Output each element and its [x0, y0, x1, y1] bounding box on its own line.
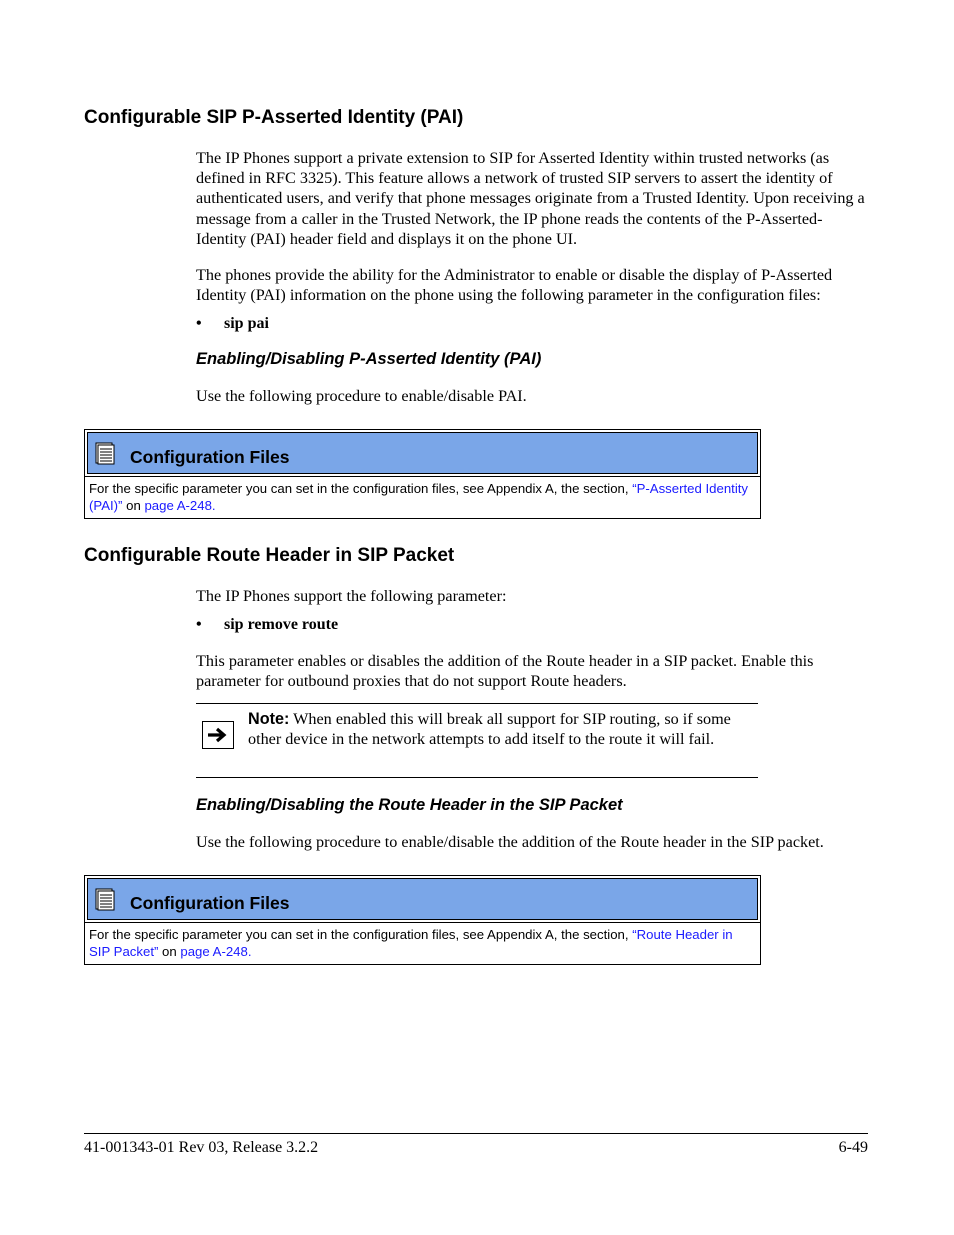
config-files-box-pai	[84, 429, 761, 519]
right-arrow-icon	[202, 721, 234, 749]
pai-paragraph-2: The phones provide the ability for the Administrator to enable or disable the display of P-Asserted Identity (PAI) information on the phone using the following parameter in the configuration files:	[196, 266, 833, 305]
config-files-body: For the specific parameter you can set in the configuration files, see Appendix A, the section, “Route Header in SIP Packet” on page A-248.	[85, 922, 760, 964]
config-files-header	[87, 432, 758, 474]
footer-doc-id: 41-001343-01 Rev 03, Release 3.2.2	[84, 1139, 319, 1156]
bullet-sip-pai: • sip pai	[196, 315, 269, 332]
pai-paragraph-1: The IP Phones support a private extension to SIP for Asserted Identity within trusted networks (as defined in RFC 3325). This feature allows a network of trusted SIP servers to assert the identity of authenticated users, and verify that phone messages originate from a Trusted Identity. Upon receiving a message from a caller in the Trusted Network, the IP phone reads the contents of the P-Asserted-Identity (PAI) header field and displays it on the phone UI.	[196, 149, 865, 248]
config-files-header	[87, 878, 758, 920]
route-paragraph-1: The IP Phones support the following parameter:	[196, 587, 507, 605]
link-route-header-section[interactable]: “Route Header in SIP Packet”	[89, 927, 733, 959]
bullet-sip-remove-route: • sip remove route	[196, 616, 339, 633]
config-files-title: Configuration Files	[130, 893, 290, 913]
config-files-body: For the specific parameter you can set in the configuration files, see Appendix A, the section, “P-Asserted Identity (PAI)” on page A-248.	[85, 476, 760, 518]
subheading-enable-pai: Enabling/Disabling P-Asserted Identity (PAI)	[196, 350, 542, 368]
link-page-a248[interactable]: page A-248	[144, 498, 212, 513]
pai-procedure: Use the following procedure to enable/disable PAI.	[196, 387, 527, 405]
config-files-title: Configuration Files	[130, 447, 290, 467]
document-notes-icon	[95, 888, 115, 911]
section-heading-route: Configurable Route Header in SIP Packet	[84, 545, 455, 566]
route-procedure: Use the following procedure to enable/disable the addition of the Route header in the SIP packet.	[196, 833, 824, 851]
route-paragraph-2: This parameter enables or disables the addition of the Route header in a SIP packet. Enable this parameter for outbound proxies that do not support Route headers.	[196, 652, 814, 691]
note-text: Note: When enabled this will break all support for SIP routing, so if some other device in the network attempts to add itself to the route it will fail.	[248, 710, 731, 749]
note-label: Note:	[248, 710, 290, 728]
bullet-label: sip remove route	[224, 616, 339, 633]
subheading-enable-route: Enabling/Disabling the Route Header in the SIP Packet	[196, 796, 623, 814]
section-heading-pai: Configurable SIP P-Asserted Identity (PAI)	[84, 107, 464, 128]
footer-divider	[84, 1133, 868, 1134]
bullet-label: sip pai	[224, 315, 269, 332]
document-notes-icon	[95, 442, 115, 465]
link-page-a248[interactable]: page A-248	[180, 944, 248, 959]
config-files-box-route	[84, 875, 761, 965]
footer-page-number: 6-49	[838, 1139, 868, 1156]
note-box	[196, 703, 758, 778]
link-pai-section[interactable]: “P-Asserted Identity (PAI)”	[89, 481, 749, 513]
